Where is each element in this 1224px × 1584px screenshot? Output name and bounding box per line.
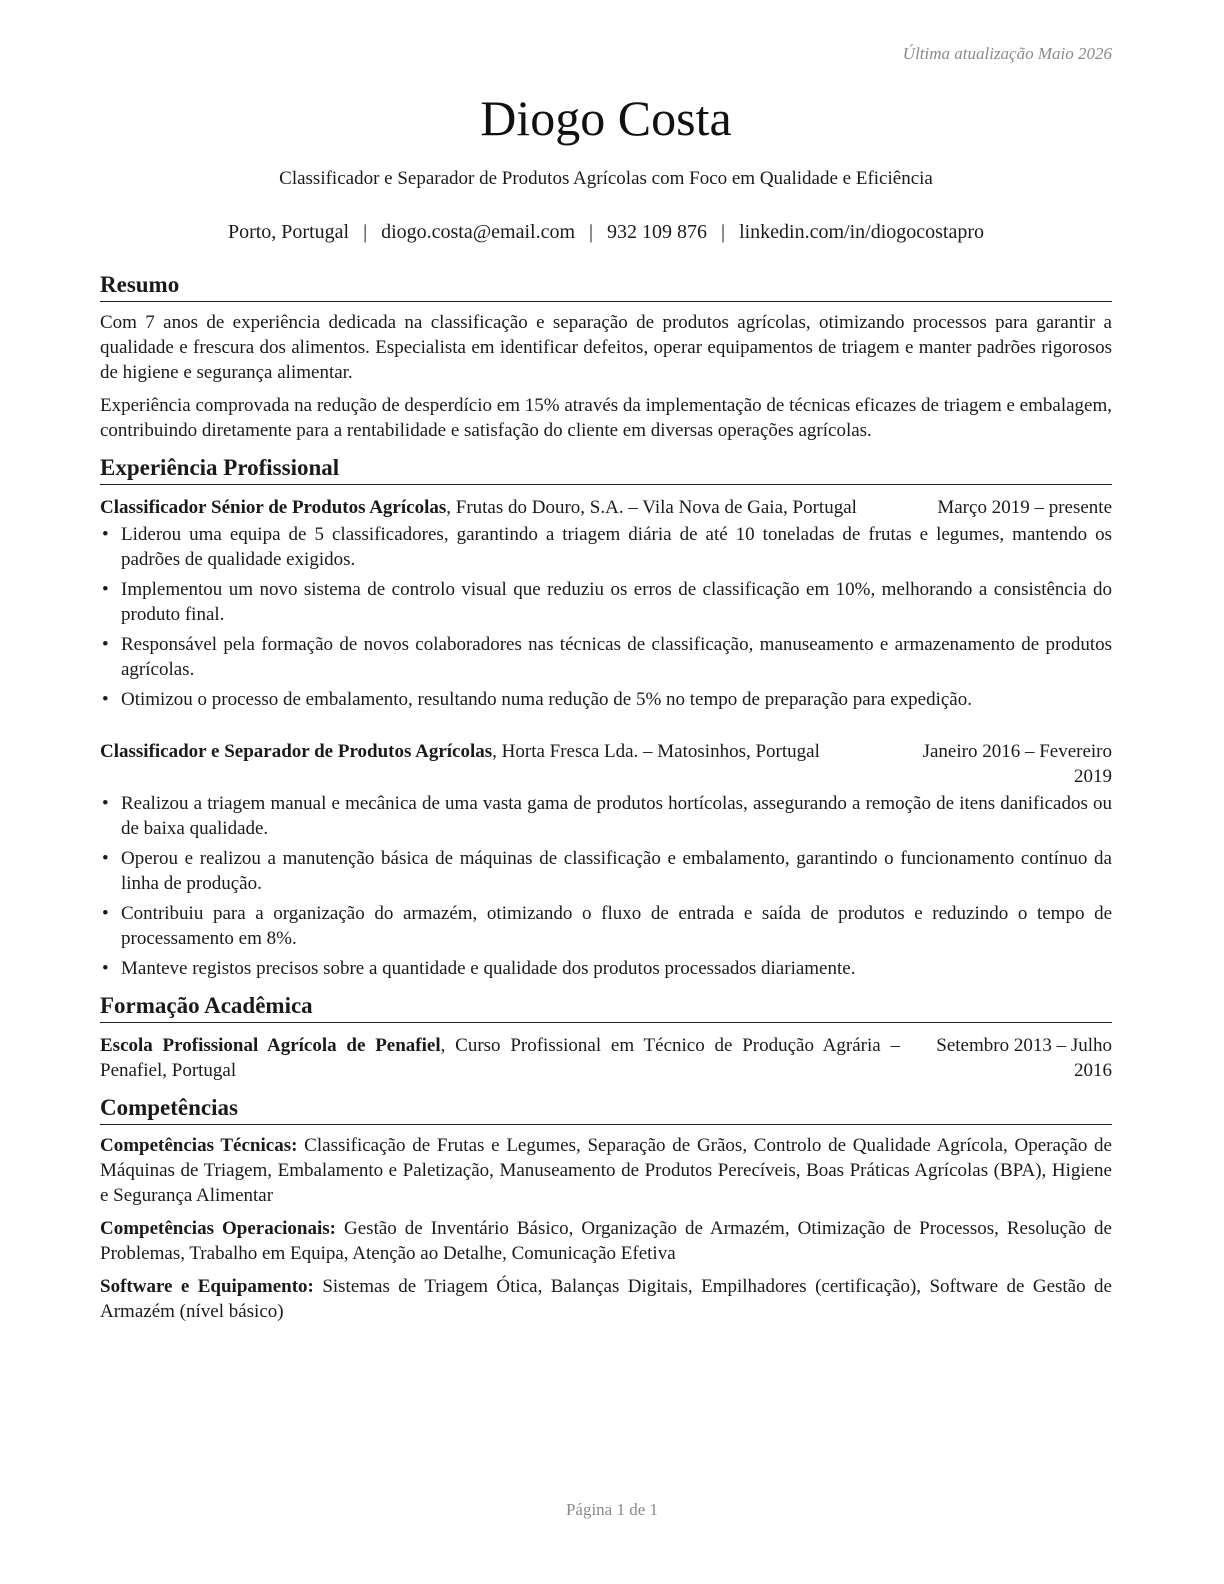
last-updated: Última atualização Maio 2026 xyxy=(902,44,1112,63)
bullet-icon: • xyxy=(102,689,109,710)
job-header xyxy=(100,495,1112,520)
list-item xyxy=(100,901,1112,951)
skill-group xyxy=(100,1133,1112,1208)
contact-location: Porto, Portugal xyxy=(227,221,350,243)
bullet-text: Realizou a triagem manual e mecânica de uma vasta gama de produtos hortícolas, assegurando a remoção de itens danificados ou de baixa qualidade. xyxy=(121,793,1112,839)
job-title-line xyxy=(100,495,900,520)
bullet-text: Operou e realizou a manutenção básica de máquinas de classificação e embalamento, garantindo o funcionamento contínuo da linha de produção. xyxy=(121,848,1112,894)
education-dates: Setembro 2013 – Julho 2016 xyxy=(936,1035,1112,1081)
summary-section xyxy=(100,270,1112,443)
list-item xyxy=(100,522,1112,572)
bullet-icon: • xyxy=(102,958,109,979)
summary-paragraph-2: Experiência comprovada na redução de desperdício em 15% através da implementação de técnicas eficazes de triagem e embalagem, contribuindo diretamente para a rentabilidade e satisfação do cliente em diversas operações agrícolas. xyxy=(100,395,1112,441)
headline: Classificador e Separador de Produtos Agrícolas com Foco em Qualidade e Eficiência xyxy=(279,168,933,189)
bullet-text: Otimizou o processo de embalamento, resultando numa redução de 5% no tempo de preparação para expedição. xyxy=(121,689,972,710)
contact-separator: | xyxy=(363,221,368,243)
bullet-icon: • xyxy=(102,579,109,600)
bullet-icon: • xyxy=(102,524,109,545)
bullet-text: Responsável pela formação de novos colaboradores nas técnicas de classificação, manuseamento e armazenamento de produtos agrícolas. xyxy=(121,634,1112,680)
job-org: , Horta Fresca Lda. – Matosinhos, Portugal xyxy=(492,741,820,762)
education-school: Escola Profissional Agrícola de Penafiel xyxy=(100,1035,441,1056)
job-entry xyxy=(100,495,1112,712)
job-org: , Frutas do Douro, S.A. – Vila Nova de Gaia, Portugal xyxy=(446,497,857,518)
skill-text: Sistemas de Triagem Ótica, Balanças Digitais, Empilhadores (certificação), Software de Gestão de Armazém (nível básico) xyxy=(100,1276,1112,1322)
skill-group xyxy=(100,1216,1112,1266)
education-section xyxy=(100,991,1112,1083)
page-number: Página 1 de 1 xyxy=(565,1500,659,1519)
experience-section xyxy=(100,453,1112,981)
job-role: Classificador e Separador de Produtos Agrícolas xyxy=(100,741,493,762)
list-item xyxy=(100,846,1112,896)
bullet-icon: • xyxy=(102,848,109,869)
section-title-skills: Competências xyxy=(100,1093,1112,1125)
skill-label: Software e Equipamento: xyxy=(100,1276,314,1297)
skills-section xyxy=(100,1093,1112,1324)
contact-line xyxy=(100,218,1112,246)
education-entry xyxy=(100,1033,1112,1083)
summary-paragraph-1: Com 7 anos de experiência dedicada na classificação e separação de produtos agrícolas, otimizando processos para garantir a qualidade e frescura dos alimentos. Especialista em identificar defeitos, operar equipamentos de triagem e manter padrões rigorosos de higiene e segurança alimentar. xyxy=(100,312,1112,383)
job-spacer xyxy=(100,717,1112,739)
skill-text: Gestão de Inventário Básico, Organização de Armazém, Otimização de Processos, Resolução de Problemas, Trabalho em Equipa, Atenção ao Detalhe, Comunicação Efetiva xyxy=(100,1218,1112,1264)
section-title-experience: Experiência Profissional xyxy=(100,453,1112,485)
contact-separator: | xyxy=(721,221,726,243)
job-role: Classificador Sénior de Produtos Agrícolas xyxy=(100,497,447,518)
contact-phone: 932 109 876 xyxy=(607,221,708,243)
education-course: , Curso Profissional em Técnico de Produção Agrária – Penafiel, Portugal xyxy=(100,1035,900,1081)
bullet-icon: • xyxy=(102,793,109,814)
skill-group xyxy=(100,1274,1112,1324)
contact-separator: | xyxy=(589,221,594,243)
contact-email[interactable]: diogo.costa@email.com xyxy=(381,221,576,243)
bullet-icon: • xyxy=(102,634,109,655)
list-item xyxy=(100,956,1112,981)
section-title-education: Formação Acadêmica xyxy=(100,991,1112,1023)
job-dates: Janeiro 2016 – Fevereiro 2019 xyxy=(922,741,1112,787)
job-dates: Março 2019 – presente xyxy=(937,497,1112,518)
job-bullets xyxy=(100,522,1112,712)
job-header xyxy=(100,739,1112,789)
list-item xyxy=(100,791,1112,841)
list-item xyxy=(100,687,1112,712)
candidate-name: Diogo Costa xyxy=(480,90,732,146)
bullet-text: Contribuiu para a organização do armazém, otimizando o fluxo de entrada e saída de produtos e reduzindo o tempo de processamento em 8%. xyxy=(121,903,1112,949)
job-entry xyxy=(100,739,1112,981)
bullet-icon: • xyxy=(102,903,109,924)
bullet-text: Manteve registos precisos sobre a quantidade e qualidade dos produtos processados diariamente. xyxy=(121,958,856,979)
job-title-line xyxy=(100,739,900,764)
education-title-line xyxy=(100,1033,900,1083)
bullet-text: Liderou uma equipa de 5 classificadores, garantindo a triagem diária de até 10 toneladas de frutas e legumes, mantendo os padrões de qualidade exigidos. xyxy=(121,524,1112,570)
skill-label: Competências Operacionais: xyxy=(100,1218,336,1239)
resume-content xyxy=(100,270,1112,1334)
contact-linkedin[interactable]: linkedin.com/in/diogocostapro xyxy=(739,221,985,243)
job-bullets xyxy=(100,791,1112,981)
section-title-summary: Resumo xyxy=(100,270,1112,302)
bullet-text: Implementou um novo sistema de controlo visual que reduziu os erros de classificação em 10%, melhorando a consistência do produto final. xyxy=(121,579,1112,625)
education-header xyxy=(100,1033,1112,1083)
skill-label: Competências Técnicas: xyxy=(100,1135,298,1156)
list-item xyxy=(100,632,1112,682)
skill-text: Classificação de Frutas e Legumes, Separação de Grãos, Controlo de Qualidade Agrícola, Operação de Máquinas de Triagem, Embalamento e Paletização, Manuseamento de Produtos Perecíveis, Boas Práticas Agrícolas (BPA), Higiene e Segurança Alimentar xyxy=(100,1135,1112,1206)
list-item xyxy=(100,577,1112,627)
